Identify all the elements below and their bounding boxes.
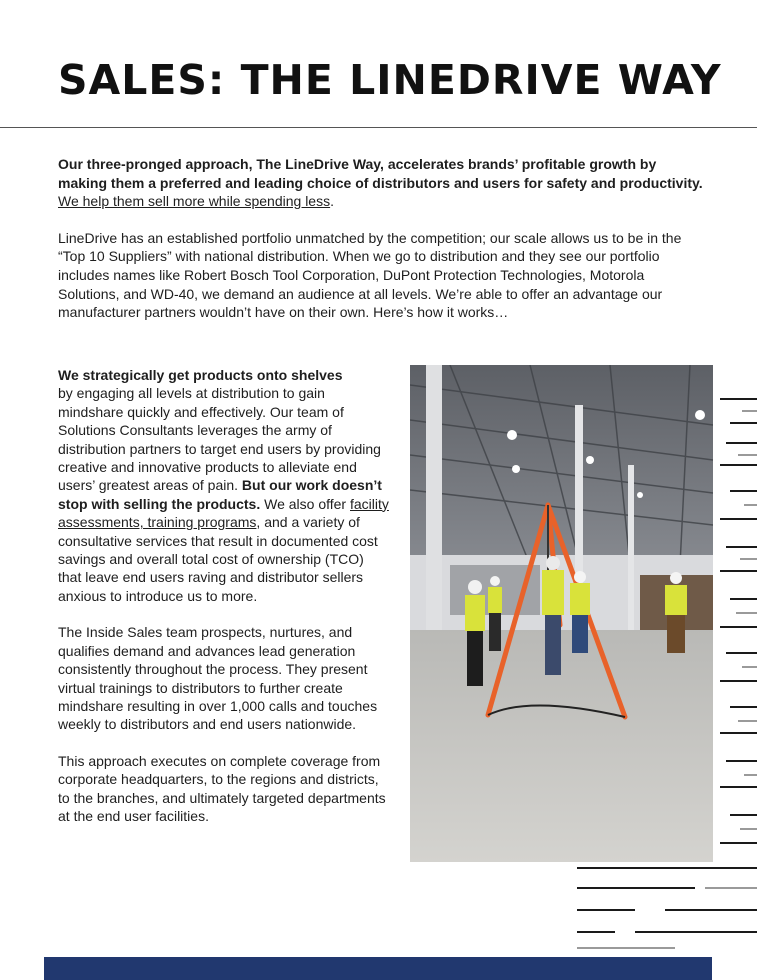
intro-period: .	[330, 193, 334, 210]
page-title: SALES: THE LINEDRIVE WAY	[58, 56, 722, 104]
shelves-heading: We strategically get products onto shelves	[58, 367, 343, 383]
services-intro-text: We also offer	[264, 495, 347, 512]
column-paragraph-1	[58, 366, 390, 605]
column-paragraph-2: The Inside Sales team prospects, nurtures, and qualifies demand and advances lead generation consistently throughout the process. They present virtual trainings to distributors to further create mindshare resulting in over 1,000 calls and touches weekly to distributors and end users nationwide.	[58, 624, 378, 733]
intro-paragraph-1	[58, 155, 708, 211]
body-column	[58, 366, 390, 843]
title-divider	[0, 127, 757, 128]
footer-accent-bar	[44, 957, 712, 980]
intro-sell-more-link[interactable]: We help them sell more while spending less	[58, 193, 331, 210]
assessments-training-link[interactable]: facility assessments, training programs	[58, 495, 389, 531]
intro-bold-statement: Our three-pronged approach, The LineDrive Way, accelerates brands’ profitable growth by making them a preferred and leading choice of distributors and users for safety and productivity.	[58, 156, 703, 191]
decorative-stripes-right	[690, 395, 757, 875]
intro-section	[58, 155, 708, 340]
column-paragraph-3: This approach executes on complete coverage from corporate headquarters, to the regions and districts, to the branches, and ultimately targeted departments at the end user facilities.	[58, 752, 386, 824]
decorative-stripes-bottom	[575, 862, 757, 952]
shelves-text: by engaging all levels at distribution to gain mindshare quickly and effectively. Our team of Solutions Consultants leverages the army of distribution partners to target end users by providing creative and innovative products to alleviate end users’ greatest areas of pain.	[58, 385, 381, 494]
selling-heading: But our work doesn’t stop with selling the products.	[58, 477, 382, 512]
intro-paragraph-2: LineDrive has an established portfolio unmatched by the competition; our scale allows us to be in the “Top 10 Suppliers” with national distribution. When we go to distribution and they see our portfolio includes names like Robert Bosch Tool Corporation, DuPont Protection Technologies, Motorola Solutions, and WD-40, we demand an audience at all levels. We’re able to offer an advantage our manufacturer partners wouldn’t have on their own. Here’s how it works…	[58, 229, 682, 321]
warehouse-scene-illustration	[410, 365, 713, 862]
warehouse-photo	[410, 365, 713, 862]
services-text: , and a variety of consultative services that result in documented cost savings and overall total cost of ownership (TCO) that leave end users raving and distributor sellers anxious to introduce us to more.	[58, 514, 378, 604]
